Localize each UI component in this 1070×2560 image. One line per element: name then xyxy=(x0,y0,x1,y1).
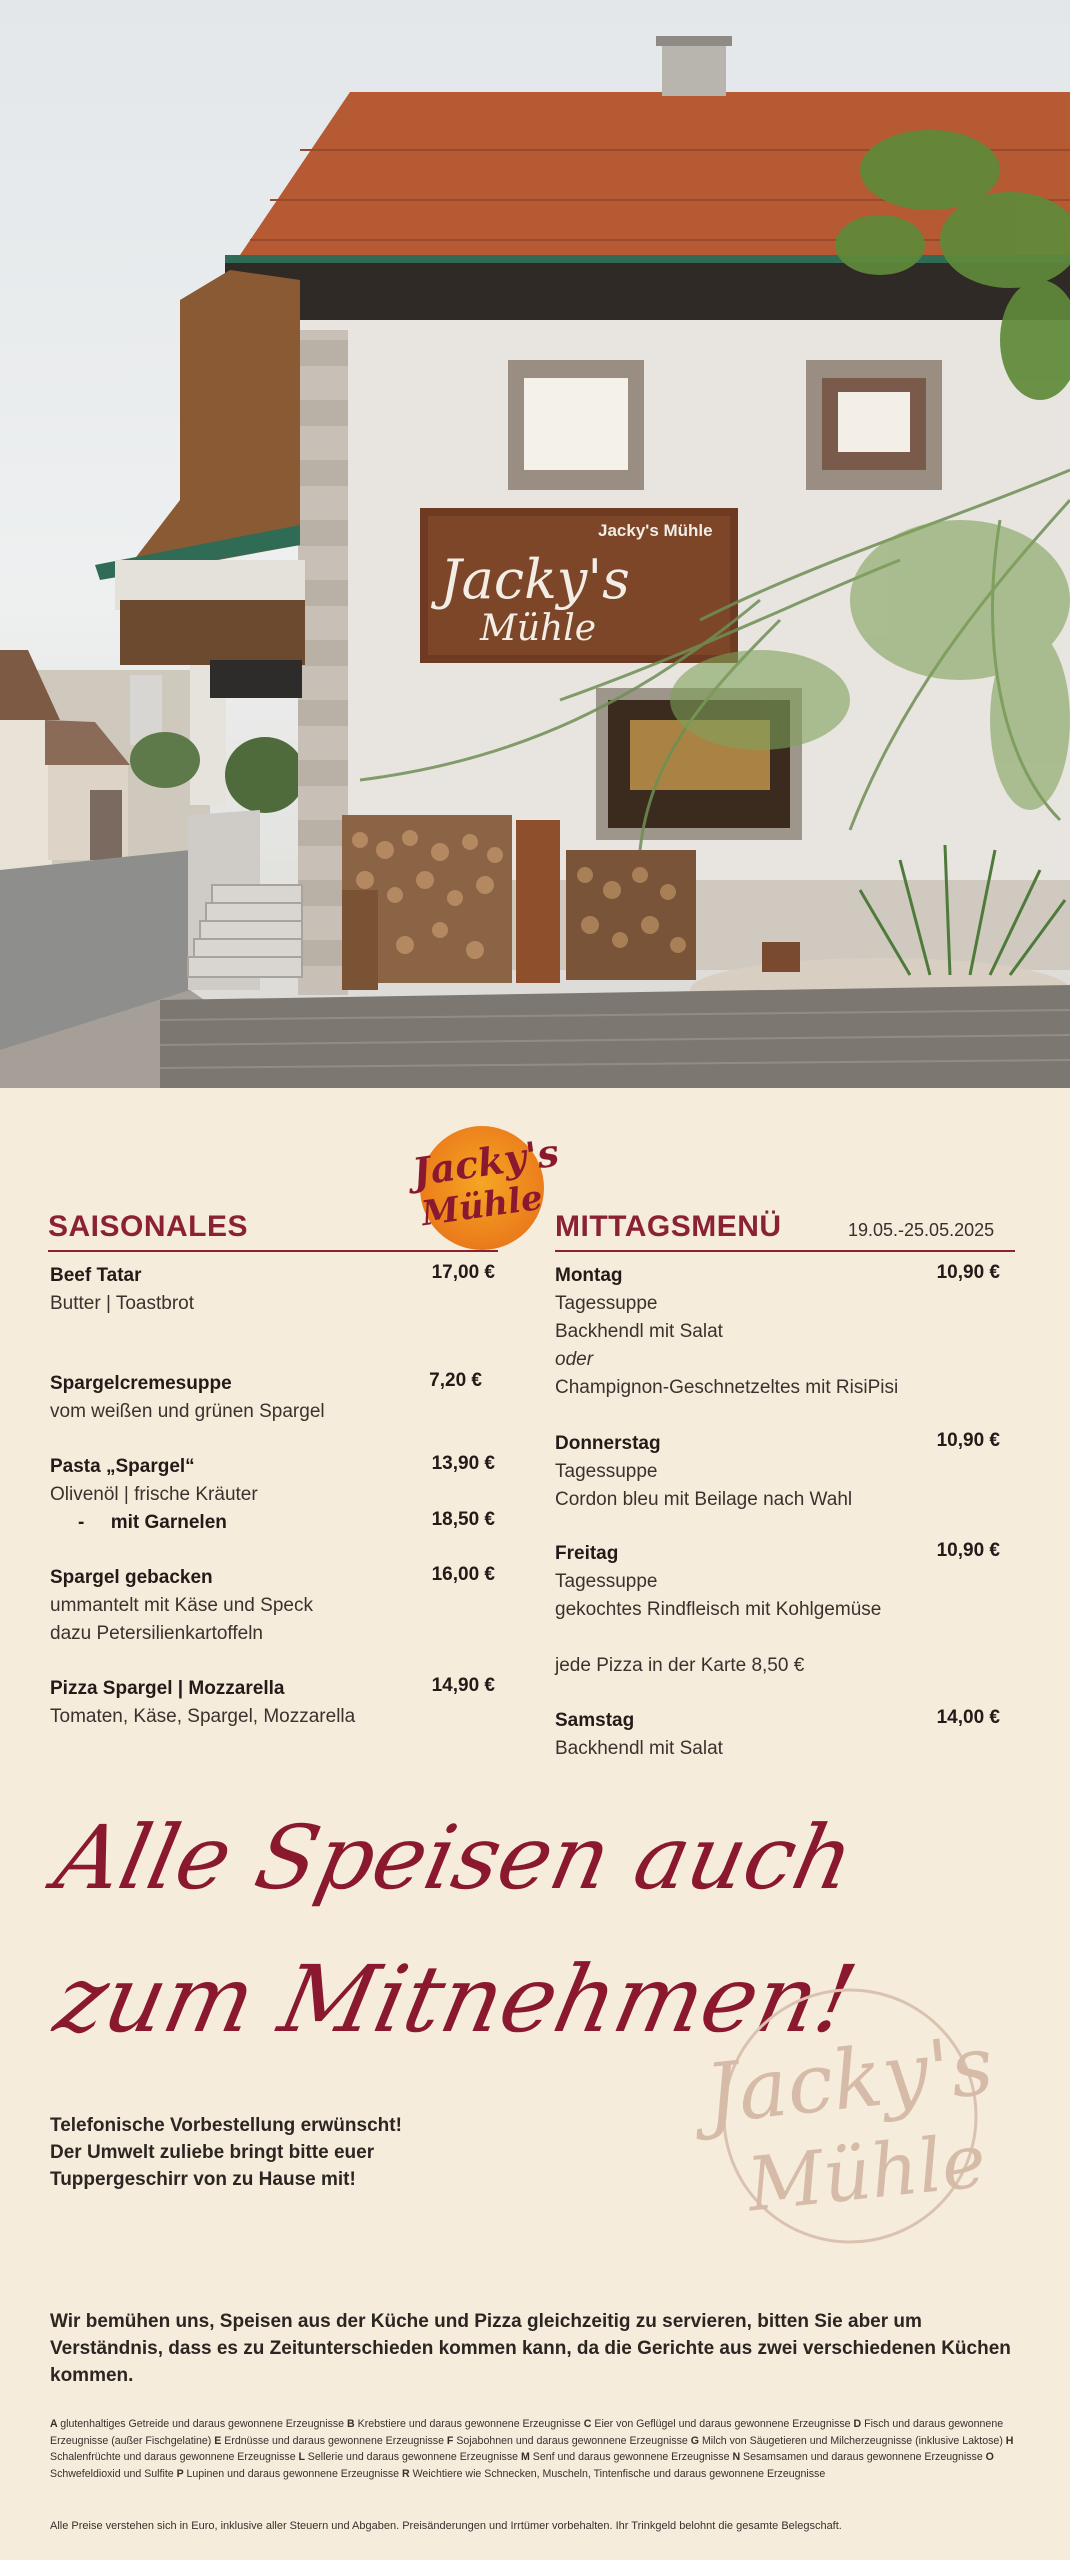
menu-section xyxy=(0,1088,1070,2560)
item-name: Pizza Spargel | Mozzarella xyxy=(50,1678,285,1699)
allergen-legend xyxy=(50,2416,1020,2482)
day-line: Backhendl mit Salat xyxy=(555,1738,723,1759)
menu-item-pizza-spargel xyxy=(50,1675,400,1731)
preorder-note-line2: Der Umwelt zuliebe bringt bitte euer xyxy=(50,2142,375,2163)
allergen-text: glutenhaltiges Getreide und daraus gewonnene Erzeugnisse xyxy=(60,2418,348,2430)
menu-item-spargelcremesuppe xyxy=(50,1370,390,1426)
pizza-note xyxy=(555,1652,935,1680)
allergen-text: Senf und daraus gewonnene Erzeugnisse xyxy=(532,2451,733,2463)
allergen-code: A xyxy=(50,2418,61,2430)
saisonales-divider xyxy=(48,1250,498,1252)
menu-item-pasta-spargel xyxy=(50,1453,390,1537)
allergen-entry xyxy=(521,2451,732,2463)
allergen-code: L xyxy=(298,2451,308,2463)
allergen-code: P xyxy=(176,2467,187,2480)
sign-sub-text: Mühle xyxy=(480,608,597,649)
logo-line2: Mühle xyxy=(418,1177,546,1235)
item-desc: vom weißen und grünen Spargel xyxy=(50,1401,325,1422)
service-notice: Wir bemühen uns, Speisen aus der Küche und Pizza gleichzeitig zu servieren, bitten Sie aber um Verständnis, dass es zu Zeitunterschieden kommen kann, da die Gerichte aus zwei verschiedenen Küchen kommen. xyxy=(50,2311,1011,2386)
sign-right-text: Jacky's Mühle xyxy=(598,521,713,540)
preorder-note-line3: Tuppergeschirr von zu Hause mit! xyxy=(50,2169,356,2190)
day-alt: Champignon-Geschnetzeltes mit RisiPisi xyxy=(555,1377,899,1398)
allergen-text: Krebstiere und daraus gewonnene Erzeugnisse xyxy=(357,2418,584,2430)
allergen-text: Lupinen und daraus gewonnene Erzeugnisse xyxy=(186,2467,403,2480)
jackys-muehle-logo xyxy=(409,1126,562,1250)
allergen-code: E xyxy=(214,2434,225,2447)
day-samstag xyxy=(555,1707,935,1763)
item-extra: - mit Garnelen xyxy=(78,1512,227,1533)
allergen-text: Fisch und daraus gewonnene Erzeugnisse (außer Fischgelatine) xyxy=(50,2418,1004,2447)
mittagsmenu-title: MITTAGSMENÜ xyxy=(555,1210,782,1243)
allergen-text: Eier von Geflügel und daraus gewonnene Erzeugnisse xyxy=(594,2418,854,2430)
day-price: 10,90 € xyxy=(936,1540,1000,1561)
item-extra-price: 18,50 € xyxy=(431,1509,495,1530)
day-line: gekochtes Rindfleisch mit Kohlgemüse xyxy=(555,1599,882,1620)
allergen-entry xyxy=(214,2435,447,2447)
logo-line1: Jacky's xyxy=(409,1129,562,1195)
takeaway-script-line2: zum Mitnehmen! xyxy=(46,1946,866,2053)
allergen-entry xyxy=(299,2451,521,2463)
day-line: Cordon bleu mit Beilage nach Wahl xyxy=(555,1489,853,1510)
allergen-code: G xyxy=(690,2434,702,2447)
mittagsmenu-divider xyxy=(555,1250,1015,1252)
preorder-note-line1: Telefonische Vorbestellung erwünscht! xyxy=(50,2115,402,2136)
item-price: 16,00 € xyxy=(431,1564,495,1585)
prices-note: Alle Preise verstehen sich in Euro, inklusive aller Steuern und Abgaben. Preisänderungen und Irrtümer vorbehalten. Ihr Trinkgeld belohnt die gesamte Belegschaft. xyxy=(50,2520,842,2532)
day-price: 14,00 € xyxy=(936,1707,1000,1728)
day-or: oder xyxy=(555,1349,594,1370)
allergen-entry xyxy=(732,2451,985,2463)
day-line: Tagessuppe xyxy=(555,1293,658,1314)
day-montag xyxy=(555,1262,935,1402)
takeaway-script-line1: Alle Speisen auch xyxy=(47,1806,863,1909)
allergen-entry xyxy=(50,2418,347,2430)
watermark-logo xyxy=(690,1968,1010,2288)
allergen-code: N xyxy=(732,2451,744,2463)
day-name: Donnerstag xyxy=(555,1433,661,1454)
item-desc: Tomaten, Käse, Spargel, Mozzarella xyxy=(50,1706,356,1727)
menu-item-beef-tatar xyxy=(50,1262,380,1318)
day-name: Samstag xyxy=(555,1710,635,1731)
item-price: 7,20 € xyxy=(429,1370,482,1391)
item-name: Spargelcremesuppe xyxy=(50,1373,232,1394)
item-desc: Olivenöl | frische Kräuter xyxy=(50,1484,258,1505)
pizza-note-text: jede Pizza in der Karte 8,50 € xyxy=(555,1655,805,1676)
date-range: 19.05.-25.05.2025 xyxy=(848,1220,995,1240)
item-price: 17,00 € xyxy=(431,1262,495,1283)
allergen-code: C xyxy=(583,2418,595,2430)
item-name: Spargel gebacken xyxy=(50,1567,213,1588)
allergen-code: R xyxy=(402,2467,413,2480)
day-line: Tagessuppe xyxy=(555,1571,658,1592)
allergen-code: H xyxy=(1005,2434,1014,2447)
day-donnerstag xyxy=(555,1430,935,1514)
allergen-entry xyxy=(177,2468,402,2480)
allergen-entry xyxy=(584,2418,854,2430)
allergen-entry xyxy=(447,2435,691,2447)
allergen-text: Erdnüsse und daraus gewonnene Erzeugnisse xyxy=(224,2434,447,2447)
item-price: 14,90 € xyxy=(431,1675,495,1696)
day-name: Freitag xyxy=(555,1543,619,1564)
watermark-line2: Mühle xyxy=(743,2117,990,2229)
allergen-entry xyxy=(347,2418,584,2430)
allergen-text: Weichtiere wie Schnecken, Muscheln, Tintenfische und daraus gewonnene Erzeugnisse xyxy=(412,2467,826,2480)
day-freitag xyxy=(555,1540,935,1624)
item-name: Beef Tatar xyxy=(50,1265,142,1286)
allergen-text: Schwefeldioxid und Sulfite xyxy=(50,2467,177,2480)
item-name: Pasta „Spargel“ xyxy=(50,1456,195,1477)
allergen-code: F xyxy=(446,2434,457,2447)
day-line: Backhendl mit Salat xyxy=(555,1321,723,1342)
sign-main-text: Jacky's xyxy=(440,548,630,611)
saisonales-title: SAISONALES xyxy=(48,1210,249,1243)
day-price: 10,90 € xyxy=(936,1430,1000,1451)
item-desc: Butter | Toastbrot xyxy=(50,1293,194,1314)
allergen-entry xyxy=(402,2468,825,2480)
allergen-code: M xyxy=(520,2451,533,2463)
allergen-code: O xyxy=(985,2451,994,2463)
allergen-text: Milch von Säugetieren und Milcherzeugnisse (inklusive Laktose) xyxy=(701,2434,1006,2447)
allergen-text: Sojabohnen und daraus gewonnene Erzeugnisse xyxy=(456,2434,691,2447)
allergen-code: D xyxy=(853,2418,865,2430)
allergen-text: Schalenfrüchte und daraus gewonnene Erzeugnisse xyxy=(50,2451,299,2463)
day-line: Tagessuppe xyxy=(555,1461,658,1482)
allergen-text: Sesamsamen und daraus gewonnene Erzeugnisse xyxy=(743,2451,986,2463)
menu-item-spargel-gebacken xyxy=(50,1564,390,1648)
watermark-line1: Jacky's xyxy=(700,2018,998,2143)
day-name: Montag xyxy=(555,1265,623,1286)
allergen-text: Sellerie und daraus gewonnene Erzeugnisse xyxy=(307,2451,521,2463)
item-desc2: dazu Petersilienkartoffeln xyxy=(50,1623,263,1644)
allergen-entry xyxy=(691,2435,1006,2447)
item-price: 13,90 € xyxy=(431,1453,495,1474)
item-desc: ummantelt mit Käse und Speck xyxy=(50,1595,313,1616)
preorder-note xyxy=(50,2112,510,2193)
day-price: 10,90 € xyxy=(936,1262,1000,1283)
allergen-code: B xyxy=(347,2418,358,2430)
restaurant-photo xyxy=(0,0,1070,1088)
restaurant-facade-illustration xyxy=(0,0,1070,1088)
